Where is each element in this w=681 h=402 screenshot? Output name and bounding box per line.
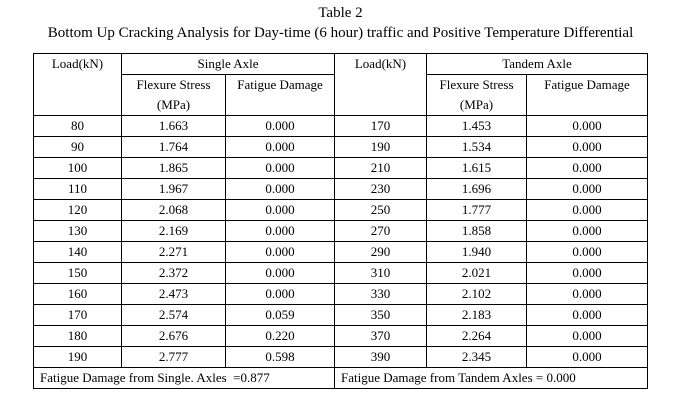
header-load-tandem: Load(kN)	[335, 54, 427, 116]
cell-single-damage: 0.000	[226, 242, 335, 263]
cell-tandem-load: 230	[335, 179, 427, 200]
cell-tandem-stress: 2.021	[427, 263, 527, 284]
table-row	[34, 179, 648, 200]
cell-tandem-load: 330	[335, 284, 427, 305]
cell-tandem-stress: 1.777	[427, 200, 527, 221]
cell-tandem-damage: 0.000	[527, 116, 648, 137]
cell-tandem-damage: 0.000	[527, 263, 648, 284]
header-fatigue-damage-tandem: Fatigue Damage	[527, 75, 648, 116]
cell-tandem-load: 170	[335, 116, 427, 137]
header-load-single: Load(kN)	[34, 54, 122, 116]
cell-single-load: 150	[34, 263, 122, 284]
cell-single-load: 100	[34, 158, 122, 179]
cell-single-stress: 2.271	[122, 242, 226, 263]
cell-tandem-load: 370	[335, 326, 427, 347]
cell-single-damage: 0.000	[226, 263, 335, 284]
cell-single-load: 120	[34, 200, 122, 221]
cell-single-stress: 1.967	[122, 179, 226, 200]
cell-tandem-stress: 1.940	[427, 242, 527, 263]
cell-single-load: 180	[34, 326, 122, 347]
cell-single-load: 110	[34, 179, 122, 200]
cell-tandem-damage: 0.000	[527, 242, 648, 263]
cell-single-damage: 0.220	[226, 326, 335, 347]
cell-tandem-damage: 0.000	[527, 158, 648, 179]
table-row	[34, 242, 648, 263]
cell-tandem-stress: 2.102	[427, 284, 527, 305]
cell-single-load: 130	[34, 221, 122, 242]
cell-single-damage: 0.059	[226, 305, 335, 326]
table-row	[34, 116, 648, 137]
cell-tandem-damage: 0.000	[527, 284, 648, 305]
cell-single-damage: 0.000	[226, 158, 335, 179]
cell-tandem-damage: 0.000	[527, 305, 648, 326]
table-title: Bottom Up Cracking Analysis for Day-time (6 hour) traffic and Positive Temperature Differential	[47, 25, 634, 41]
table-row	[34, 263, 648, 284]
cell-single-load: 170	[34, 305, 122, 326]
cell-tandem-damage: 0.000	[527, 347, 648, 368]
cell-single-stress: 2.473	[122, 284, 226, 305]
total-single-damage: Fatigue Damage from Single. Axles =0.877	[34, 368, 335, 389]
table-row	[34, 305, 648, 326]
cell-tandem-load: 390	[335, 347, 427, 368]
cell-single-stress: 2.068	[122, 200, 226, 221]
cell-single-damage: 0.000	[226, 284, 335, 305]
cell-single-damage: 0.000	[226, 221, 335, 242]
cell-single-load: 80	[34, 116, 122, 137]
cell-single-stress: 1.865	[122, 158, 226, 179]
cell-tandem-stress: 2.345	[427, 347, 527, 368]
results-table	[33, 53, 648, 389]
cell-tandem-load: 250	[335, 200, 427, 221]
table-row	[34, 284, 648, 305]
cell-single-load: 140	[34, 242, 122, 263]
cell-single-stress: 2.777	[122, 347, 226, 368]
cell-tandem-stress: 1.615	[427, 158, 527, 179]
cell-tandem-stress: 1.858	[427, 221, 527, 242]
table-row	[34, 347, 648, 368]
header-tandem-axle: Tandem Axle	[427, 54, 648, 75]
cell-tandem-load: 290	[335, 242, 427, 263]
table-row	[34, 200, 648, 221]
cell-single-stress: 2.676	[122, 326, 226, 347]
cell-tandem-stress: 2.183	[427, 305, 527, 326]
header-single-axle: Single Axle	[122, 54, 335, 75]
cell-tandem-load: 210	[335, 158, 427, 179]
header-flexure-stress-tandem: Flexure Stress (MPa)	[427, 75, 527, 116]
table-number: Table 2	[318, 5, 363, 21]
cell-single-damage: 0.000	[226, 200, 335, 221]
cell-tandem-load: 350	[335, 305, 427, 326]
cell-single-damage: 0.000	[226, 137, 335, 158]
cell-tandem-load: 310	[335, 263, 427, 284]
cell-tandem-stress: 1.453	[427, 116, 527, 137]
cell-tandem-damage: 0.000	[527, 200, 648, 221]
cell-single-load: 160	[34, 284, 122, 305]
cell-single-stress: 2.372	[122, 263, 226, 284]
header-flexure-stress-single: Flexure Stress (MPa)	[122, 75, 226, 116]
cell-tandem-stress: 1.534	[427, 137, 527, 158]
cell-single-stress: 2.574	[122, 305, 226, 326]
cell-single-load: 90	[34, 137, 122, 158]
cell-tandem-damage: 0.000	[527, 179, 648, 200]
table-row	[34, 221, 648, 242]
header-fatigue-damage-single: Fatigue Damage	[226, 75, 335, 116]
cell-tandem-stress: 2.264	[427, 326, 527, 347]
cell-tandem-damage: 0.000	[527, 221, 648, 242]
cell-tandem-load: 190	[335, 137, 427, 158]
table-body	[34, 116, 648, 368]
cell-single-damage: 0.000	[226, 116, 335, 137]
cell-single-stress: 2.169	[122, 221, 226, 242]
table-row	[34, 326, 648, 347]
cell-single-stress: 1.764	[122, 137, 226, 158]
table-row	[34, 158, 648, 179]
cell-tandem-damage: 0.000	[527, 137, 648, 158]
cell-single-damage: 0.598	[226, 347, 335, 368]
cell-single-damage: 0.000	[226, 179, 335, 200]
cell-tandem-load: 270	[335, 221, 427, 242]
cell-single-load: 190	[34, 347, 122, 368]
total-tandem-damage: Fatigue Damage from Tandem Axles = 0.000	[335, 368, 648, 389]
cell-single-stress: 1.663	[122, 116, 226, 137]
cell-tandem-damage: 0.000	[527, 326, 648, 347]
cell-tandem-stress: 1.696	[427, 179, 527, 200]
table-row	[34, 137, 648, 158]
